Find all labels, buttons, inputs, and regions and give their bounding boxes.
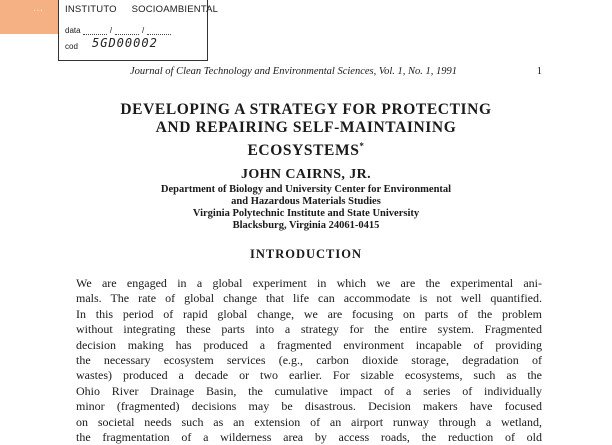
article-title	[60, 101, 552, 160]
stamp-header	[65, 4, 218, 15]
body-paragraph	[76, 276, 542, 445]
affiliation-line: Virginia Polytechnic Institute and State University	[192, 208, 420, 219]
paragraph-line: In this period of rapid global change, we are focusing on parts of the problem	[76, 306, 542, 321]
stamp-code-row	[65, 42, 78, 51]
title-line-last	[60, 137, 552, 160]
section-heading: INTRODUCTION	[249, 247, 362, 261]
stamp-date-row	[65, 26, 171, 35]
archive-stamp	[58, 0, 219, 61]
paragraph-line: decision making has produced a fragmented environment incapable of providing	[76, 337, 542, 352]
affiliation-line: and Hazardous Materials Studies	[231, 196, 381, 207]
stamp-institution-right: SOCIOAMBIENTAL	[131, 4, 219, 15]
affiliation-line: Department of Biology and University Center for Environmental	[160, 184, 452, 195]
affiliation-line: Blacksburg, Virginia 24061-0415	[232, 220, 380, 231]
running-head	[130, 66, 542, 77]
paragraph-line: We are engaged in a global experiment in which we are the experimental ani-	[76, 276, 542, 290]
title-line: DEVELOPING A STRATEGY FOR PROTECTING	[120, 101, 492, 118]
paragraph-line: wastes) produced a decade or two earlier. For sizable ecosystems, such as the	[76, 368, 542, 383]
journal-citation: Journal of Clean Technology and Environmental Sciences, Vol. 1, No. 1, 1991	[130, 66, 458, 77]
paragraph-line: Ohio River Drainage Basin, the cumulative impact of a series of individually	[76, 383, 542, 398]
title-line-text: ECOSYSTEMS	[247, 142, 360, 160]
paragraph-line: without integrating these parts into a strategy for the entire system. Fragmented	[76, 322, 542, 337]
stamp-code-label: cod	[65, 42, 78, 51]
page-number: 1	[536, 66, 542, 77]
paragraph-line: the necessary ecosystem services (e.g., carbon dioxide storage, degradation of	[76, 352, 542, 367]
stamp-date-separator: /	[142, 26, 145, 35]
stamp-code-value: 5GD00002	[92, 36, 158, 50]
title-line: AND REPAIRING SELF-MAINTAINING	[155, 119, 457, 136]
stamp-date-blank	[115, 34, 139, 35]
paragraph-line: mals. The rate of global change that life can accommodate is not well quantified.	[76, 291, 542, 306]
paragraph-line: on societal needs such as an extension of an airport runway through a wetland,	[76, 414, 542, 429]
author-name: JOHN CAIRNS, JR.	[240, 167, 372, 182]
stamp-date-label: data	[65, 26, 81, 35]
author-affiliation	[60, 184, 552, 232]
stamp-date-blank	[83, 34, 107, 35]
stamp-date-blank	[147, 34, 171, 35]
stamp-date-separator: /	[109, 26, 113, 35]
library-logo-text: …	[32, 2, 44, 14]
stamp-institution-left: INSTITUTO	[65, 4, 117, 15]
title-footnote-mark: *	[359, 141, 365, 151]
paragraph-line: minor (fragmented) decisions may be disastrous. Decision makers have focused	[76, 399, 542, 414]
paragraph-line: the fragmentation of a wilderness area by access roads, the reduction of old	[76, 429, 542, 444]
